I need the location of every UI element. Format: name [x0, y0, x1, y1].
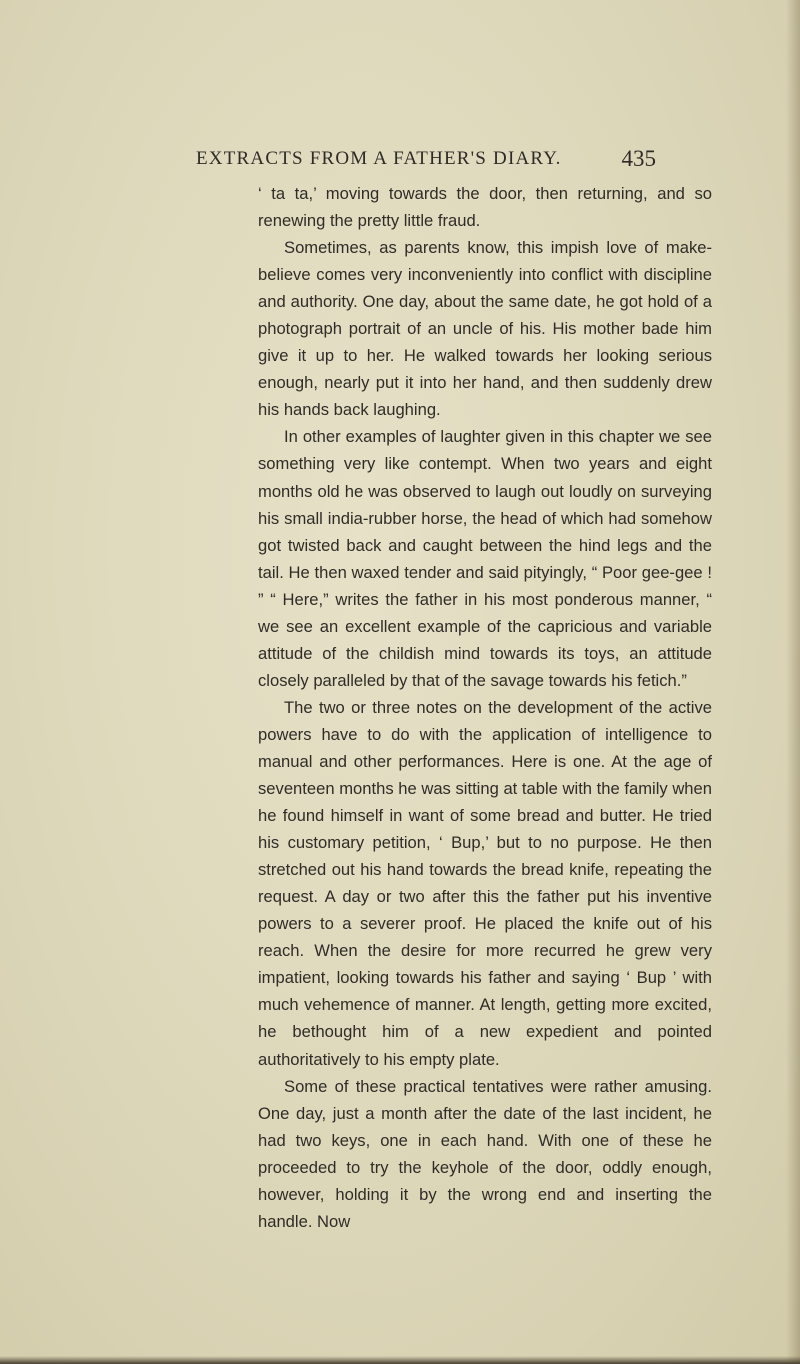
paragraph: ‘ ta ta,’ moving towards the door, then returning, and so renewing the pretty little fraud.	[258, 184, 712, 231]
page-header	[196, 146, 656, 180]
page-spine-shadow	[786, 0, 800, 1364]
paragraph: In other examples of laughter given in this chapter we see something very like contempt. When two years and eight months old he was observed to laugh out loudly on surveying his small india-rubber horse, the head of which had somehow got twisted back and caught between the hind legs and the tail. He then waxed tender and said pityingly, “ Poor gee-gee ! ” “ Here,” writes the father in his most ponderous manner, “ we see an excellent example of the capricious and variable attitude of the childish mind towards its toys, an attitude closely paralleled by that of the savage towards his fetich.”	[258, 427, 712, 690]
page-bottom-edge	[0, 1356, 800, 1364]
running-head: EXTRACTS FROM A FATHER'S DIARY.	[196, 148, 562, 169]
page-number: 435	[621, 146, 656, 171]
paragraph: Some of these practical tentatives were rather amusing. One day, just a month after the date of the last incident, he had two keys, one in each hand. With one of these he proceeded to try the keyhole of the door, oddly enough, however, holding it by the wrong end and inserting the handle. Now	[258, 1076, 712, 1231]
body-text	[258, 180, 712, 1235]
paragraph: The two or three notes on the development of the active powers have to do with the application of intelligence to manual and other performances. Here is one. At the age of seventeen months he was sitting at table with the family when he found himself in want of some bread and butter. He tried his customary petition, ‘ Bup,’ but to no purpose. He then stretched out his hand towards the bread knife, repeating the request. A day or two after this the father put his inventive powers to a severer proof. He placed the knife out of his reach. When the desire for more recurred he grew very impatient, looking towards his father and saying ‘ Bup ’ with much vehemence of manner. At length, getting more excited, he bethought him of a new expedient and pointed authoritatively to his empty plate.	[258, 697, 712, 1069]
paragraph: Sometimes, as parents know, this impish love of make-believe comes very inconveniently into conflict with discipline and authority. One day, about the same date, he got hold of a photograph portrait of an uncle of his. His mother bade him give it up to her. He walked towards her looking serious enough, nearly put it into her hand, and then suddenly drew his hands back laughing.	[258, 238, 712, 420]
